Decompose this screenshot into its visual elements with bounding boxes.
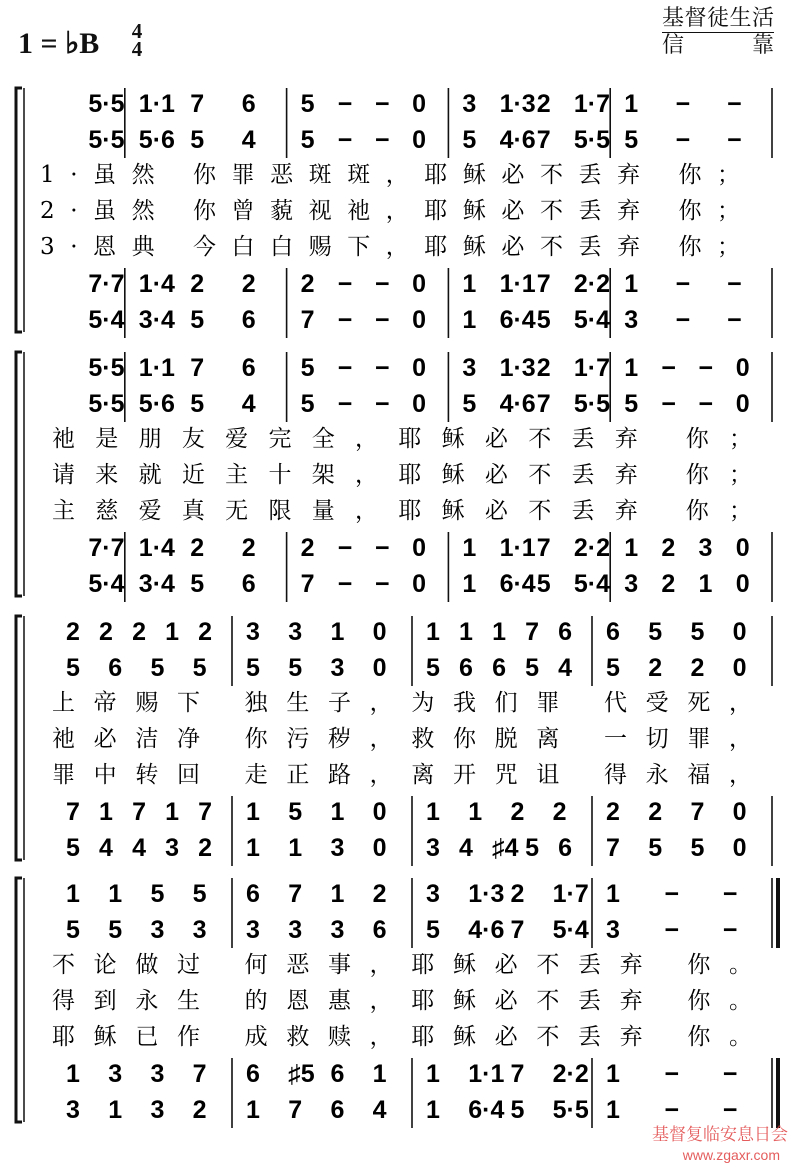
note: 5·5 [88, 90, 125, 118]
note: 1 [108, 1096, 123, 1124]
note: 2 [99, 618, 113, 646]
note: − [675, 126, 691, 154]
note: 1 [108, 880, 123, 908]
lyric-line: 祂必洁净 你污秽，救你脱离 一切罪， [52, 726, 752, 752]
note: 3 [165, 834, 180, 862]
note: 1·1 [468, 1060, 505, 1088]
note: 2 [241, 534, 256, 562]
note: 1 [624, 354, 639, 382]
note: 1·3 [499, 90, 536, 118]
note: 1 [426, 618, 440, 646]
note: − [722, 880, 738, 908]
note: 2 [300, 534, 315, 562]
note: 1 [624, 90, 639, 118]
lyric-line: 祂是朋友爱完全，耶稣必不丢弃 你； [52, 426, 752, 452]
note: − [374, 570, 390, 598]
note: 2 [190, 534, 205, 562]
note: 1 [246, 834, 260, 862]
note: 3 [330, 834, 345, 862]
note: 5 [246, 654, 260, 682]
note: 3 [606, 916, 620, 944]
note: 5 [66, 654, 80, 682]
note: 1 [462, 306, 477, 334]
note: 7·7 [88, 270, 125, 298]
note: 5 [624, 390, 639, 418]
note: 3 [150, 1096, 165, 1124]
note: 5 [190, 390, 205, 418]
watermark-url: www.zgaxr.com [682, 1147, 780, 1163]
system-bracket [16, 616, 22, 860]
note: 5 [190, 570, 205, 598]
note: 5 [462, 126, 477, 154]
note: 7 [536, 270, 551, 298]
note: 6 [492, 654, 506, 682]
note: 6·4 [499, 570, 536, 598]
note: 1 [372, 1060, 387, 1088]
note: 4 [459, 834, 473, 862]
system-bracket [16, 878, 22, 1122]
time-signature-bottom: 4 [131, 37, 143, 61]
note: 5 [192, 880, 207, 908]
note: 5·5 [552, 1096, 589, 1124]
source-label: 基督徒生活 [662, 6, 774, 31]
note: 5 [606, 654, 620, 682]
note: 1·7 [552, 880, 589, 908]
note: 3 [246, 618, 260, 646]
note: 1 [330, 798, 345, 826]
lyric-line: 上帝赐下 独生子，为我们罪 代受死， [52, 690, 752, 716]
note: 3 [150, 916, 165, 944]
note: − [675, 90, 691, 118]
note: 7 [66, 798, 80, 826]
note: 2 [648, 798, 663, 826]
note: − [664, 1060, 680, 1088]
note: 2 [510, 880, 525, 908]
note: 2 [661, 570, 676, 598]
note: − [374, 306, 390, 334]
note: 3·4 [138, 306, 175, 334]
note: 4·6 [499, 390, 536, 418]
note: − [722, 1096, 738, 1124]
note: 5 [190, 126, 205, 154]
note: − [374, 90, 390, 118]
note: 7 [190, 354, 205, 382]
system-bracket [16, 352, 22, 596]
note: 1 [606, 880, 620, 908]
note: 5 [288, 654, 303, 682]
note: − [727, 126, 742, 154]
note: 1 [698, 570, 713, 598]
note: 1·1 [499, 270, 536, 298]
note: 5·4 [573, 570, 611, 598]
note: 7·7 [88, 534, 125, 562]
note: 5·5 [573, 126, 611, 154]
note: − [675, 306, 691, 334]
note: 1 [462, 270, 477, 298]
note: 2·2 [573, 270, 611, 298]
note: 2 [300, 270, 315, 298]
note: 1·1 [138, 354, 175, 382]
note: 5·4 [552, 916, 589, 944]
note: 3 [426, 834, 440, 862]
note: 5 [150, 654, 165, 682]
note: 1 [246, 1096, 260, 1124]
note: 5 [510, 1096, 525, 1124]
note: − [664, 916, 680, 944]
note: 3 [624, 306, 639, 334]
watermark-text: 基督复临安息日会 [652, 1125, 788, 1145]
note: 1 [330, 880, 345, 908]
note: 7 [288, 880, 303, 908]
note: 5 [192, 654, 207, 682]
note: 4 [99, 834, 113, 862]
note: − [337, 354, 353, 382]
lyric-line: 得到永生 的恩惠，耶稣必不丢弃 你。 [52, 988, 752, 1014]
note: 5 [300, 390, 315, 418]
note: 6·4 [468, 1096, 505, 1124]
note: − [337, 126, 353, 154]
note: 3 [108, 1060, 123, 1088]
note: − [727, 306, 742, 334]
note: 2 [510, 798, 525, 826]
lyric-line: 主慈爱真无限量，耶稣必不丢弃 你； [52, 498, 752, 524]
note: 5 [426, 654, 440, 682]
lyric-line: 请来就近主十架，耶稣必不丢弃 你； [52, 462, 752, 488]
note: 5 [426, 916, 440, 944]
note: 6 [558, 618, 573, 646]
note: 2 [536, 354, 551, 382]
note: 5 [300, 354, 315, 382]
note: 1 [426, 1060, 440, 1088]
note: 2 [648, 654, 663, 682]
note: 4 [241, 390, 256, 418]
note: 5 [150, 880, 165, 908]
note: 7 [510, 916, 525, 944]
note: 2 [661, 534, 676, 562]
note: 0 [732, 798, 747, 826]
note: 6 [330, 1060, 345, 1088]
note: 5 [190, 306, 205, 334]
lyric-line: 罪中转回 走正路，离开咒诅 得永福， [52, 762, 752, 788]
note: 5 [108, 916, 123, 944]
note: 1 [426, 1096, 440, 1124]
note: 0 [372, 798, 387, 826]
note: 1·1 [138, 90, 175, 118]
note: 2 [66, 618, 80, 646]
note: 1·4 [138, 270, 175, 298]
note: 4·6 [499, 126, 536, 154]
note: 1·7 [573, 354, 611, 382]
note: 1 [99, 798, 113, 826]
note: 7 [190, 90, 205, 118]
note: 6 [241, 306, 256, 334]
note: 5 [648, 834, 663, 862]
note: 2 [552, 798, 567, 826]
note: − [727, 90, 742, 118]
note: − [664, 880, 680, 908]
note: 5 [536, 306, 551, 334]
note: 1 [66, 1060, 80, 1088]
note: 0 [735, 390, 750, 418]
note: 1 [459, 618, 473, 646]
note: 5 [690, 618, 705, 646]
note: 4 [372, 1096, 387, 1124]
note: 1 [165, 798, 180, 826]
note: 3 [288, 916, 303, 944]
note: 5 [536, 570, 551, 598]
note: 3 [150, 1060, 165, 1088]
note: 1 [606, 1096, 620, 1124]
note: 7 [198, 798, 213, 826]
note: 2 [536, 90, 551, 118]
note: 1 [330, 618, 345, 646]
lyric-line: 3·恩典 今白白赐下，耶稣必不丢弃 你； [40, 234, 740, 260]
note: 1 [462, 534, 477, 562]
note: 6 [241, 570, 256, 598]
note: 3 [192, 916, 207, 944]
note: 4 [132, 834, 146, 862]
note: 7 [192, 1060, 207, 1088]
key-signature: 1 = ♭B [18, 27, 100, 60]
time-signature-top: 4 [131, 19, 143, 43]
note: − [337, 570, 353, 598]
note: 1 [246, 798, 260, 826]
note: 1 [426, 798, 440, 826]
note: 3 [624, 570, 639, 598]
note: 1·3 [468, 880, 505, 908]
lyric-line: 不论做过 何恶事，耶稣必不丢弃 你。 [52, 952, 752, 978]
note: 3 [246, 916, 260, 944]
note: 0 [372, 834, 387, 862]
note: − [698, 354, 714, 382]
note: 4 [558, 654, 573, 682]
note: − [722, 916, 738, 944]
note: 1·3 [499, 354, 536, 382]
note: 6 [246, 880, 260, 908]
note: 1 [288, 834, 303, 862]
note: 7 [690, 798, 705, 826]
note: 1 [66, 880, 80, 908]
note: 7 [525, 618, 540, 646]
note: 0 [372, 618, 387, 646]
note: 5 [66, 834, 80, 862]
note: 5 [288, 798, 303, 826]
note: 0 [735, 570, 750, 598]
note: 0 [412, 126, 427, 154]
note: 5·4 [88, 570, 125, 598]
note: 7 [536, 534, 551, 562]
note: 5·5 [88, 390, 125, 418]
note: − [675, 270, 691, 298]
note: 2 [606, 798, 620, 826]
note: 5 [300, 90, 315, 118]
note: 6 [241, 90, 256, 118]
note: 1 [606, 1060, 620, 1088]
note: 7 [288, 1096, 303, 1124]
note: 0 [735, 534, 750, 562]
note: 2 [190, 270, 205, 298]
note: 0 [412, 534, 427, 562]
note: 1 [165, 618, 180, 646]
note: 3 [288, 618, 303, 646]
note: 3 [426, 880, 440, 908]
note: 6 [330, 1096, 345, 1124]
note: 5 [525, 834, 540, 862]
note: 2 [198, 618, 213, 646]
note: 7 [300, 306, 315, 334]
note: 0 [412, 390, 427, 418]
note: 0 [412, 354, 427, 382]
note: 5·5 [88, 354, 125, 382]
note: 5·4 [573, 306, 611, 334]
note: 5·5 [88, 126, 125, 154]
note: 7 [132, 798, 146, 826]
note: 3 [66, 1096, 80, 1124]
note: 2 [192, 1096, 207, 1124]
note: 6 [241, 354, 256, 382]
note: 5 [525, 654, 540, 682]
note: 0 [412, 570, 427, 598]
note: − [664, 1096, 680, 1124]
note: 6 [246, 1060, 260, 1088]
note: 0 [732, 618, 747, 646]
note: ♯4 [492, 834, 519, 862]
lyric-line: 1·虽然 你罪恶斑斑，耶稣必不丢弃 你； [40, 162, 740, 188]
note: 5·6 [138, 390, 175, 418]
note: 0 [412, 306, 427, 334]
note: 0 [412, 90, 427, 118]
note: − [661, 354, 676, 382]
note: 7 [536, 390, 551, 418]
note: − [374, 390, 390, 418]
note: 1 [492, 618, 506, 646]
note: 2 [372, 880, 387, 908]
note: 6·4 [499, 306, 536, 334]
note: 5·5 [573, 390, 611, 418]
note: 0 [732, 834, 747, 862]
note: 7 [536, 126, 551, 154]
note: 4 [241, 126, 256, 154]
note: 2·2 [552, 1060, 589, 1088]
note: 2·2 [573, 534, 611, 562]
note: − [337, 390, 353, 418]
note: 1 [462, 570, 477, 598]
note: 0 [732, 654, 747, 682]
note: 3 [698, 534, 713, 562]
note: 6 [108, 654, 123, 682]
lyric-line: 2·虽然 你曾藐视祂，耶稣必不丢弃 你； [40, 198, 740, 224]
note: 5·4 [88, 306, 125, 334]
note: 5 [66, 916, 80, 944]
note: 6 [459, 654, 473, 682]
note: − [698, 390, 714, 418]
note: 0 [735, 354, 750, 382]
note: − [374, 126, 390, 154]
lyric-line: 耶稣已作 成救赎，耶稣必不丢弃 你。 [52, 1024, 752, 1050]
note: − [337, 90, 353, 118]
note: 1 [468, 798, 483, 826]
note: 3 [330, 654, 345, 682]
note: − [374, 534, 390, 562]
note: 6 [372, 916, 387, 944]
note: 3·4 [138, 570, 175, 598]
note: 5 [690, 834, 705, 862]
note: 2 [690, 654, 705, 682]
note: 6 [558, 834, 573, 862]
note: 4·6 [468, 916, 505, 944]
note: 0 [372, 654, 387, 682]
note: 2 [132, 618, 146, 646]
note: 1 [624, 270, 639, 298]
note: ♯5 [288, 1060, 315, 1088]
note: 1 [624, 534, 639, 562]
note: 3 [330, 916, 345, 944]
note: − [374, 270, 390, 298]
note: 5 [624, 126, 639, 154]
note: 5 [300, 126, 315, 154]
song-title: 信 靠 [662, 33, 774, 58]
note: 5 [648, 618, 663, 646]
note: 0 [412, 270, 427, 298]
note: 7 [606, 834, 620, 862]
note: − [337, 306, 353, 334]
note: 1·4 [138, 534, 175, 562]
note: 2 [198, 834, 213, 862]
note: 5 [462, 390, 477, 418]
note: 6 [606, 618, 620, 646]
note: 7 [510, 1060, 525, 1088]
note: − [727, 270, 742, 298]
note: 2 [241, 270, 256, 298]
note: 7 [300, 570, 315, 598]
note: 3 [462, 354, 477, 382]
note: 1·7 [573, 90, 611, 118]
note: − [722, 1060, 738, 1088]
note: 1·1 [499, 534, 536, 562]
note: 3 [462, 90, 477, 118]
note: − [337, 534, 353, 562]
note: 5·6 [138, 126, 175, 154]
note: − [661, 390, 676, 418]
note: − [374, 354, 390, 382]
note: − [337, 270, 353, 298]
system-bracket [16, 88, 22, 332]
